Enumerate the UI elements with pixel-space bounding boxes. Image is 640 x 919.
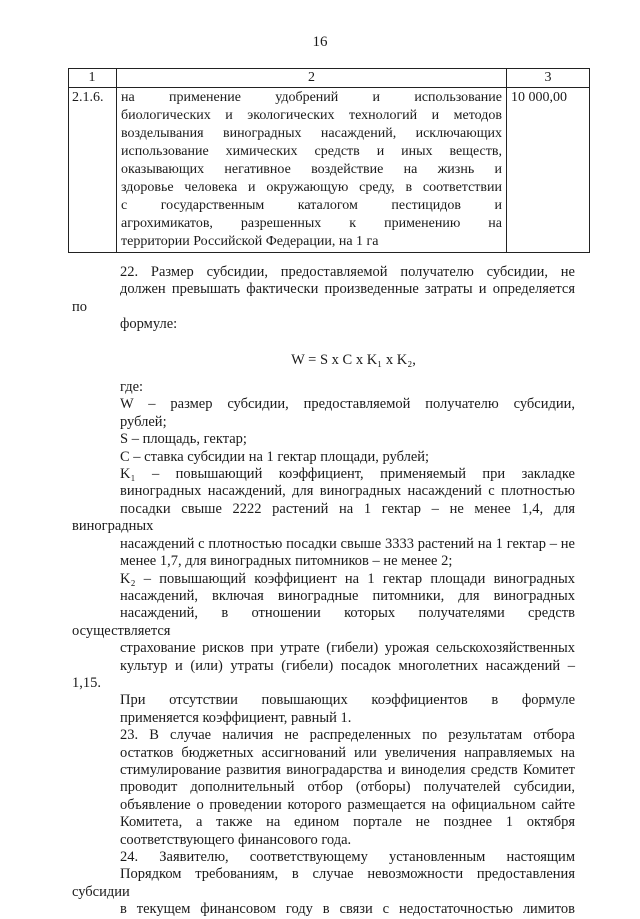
text-line: Комитета, а также на едином портале не позднее 1 октября — [120, 814, 575, 831]
text-line: объявление о проведении которого размещается на официальном сайте — [120, 796, 575, 813]
text-line: Порядком требованиям, в случае невозможности предоставления субсидии — [72, 866, 575, 900]
text-line: формуле: — [120, 316, 178, 333]
definition-k2 — [72, 571, 575, 693]
text-line: страхование рисков при утрате (гибели) урожая сельскохозяйственных — [120, 640, 575, 657]
row-description-line: на применение удобрений и использование — [121, 90, 502, 105]
definition-s: S – площадь, гектар; — [120, 431, 247, 448]
text-line: посадки свыше 2222 растений на 1 гектар – не менее 1,4, для виноградных — [72, 500, 575, 535]
paragraph-22 — [72, 264, 575, 334]
row-description-line: биологических и экологических технологий и методов — [121, 108, 502, 123]
text-line: соответствующего финансового года. — [120, 831, 352, 848]
page-number: 16 — [312, 34, 328, 50]
text-line: W – размер субсидии, предоставляемой получателю субсидии, — [120, 396, 575, 413]
text-line: культур и (или) утраты (гибели) посадок многолетних насаждений – 1,15. — [72, 657, 575, 691]
text-line: должен превышать фактически произведенные затраты и определяется по — [72, 281, 575, 315]
text-line: стимулирование развития виноградарства и виноделия средств Комитет — [120, 761, 575, 778]
text-line: насаждений с плотностью посадки свыше 3333 растений на 1 гектар – не — [120, 535, 575, 552]
row-description-line: с государственным каталогом пестицидов и — [121, 198, 502, 213]
definition-k1 — [72, 466, 575, 570]
text-line: применяется коэффициент, равный 1. — [120, 709, 352, 726]
text-line: виноградных насаждений, для виноградных насаждений с плотностью — [120, 483, 575, 500]
header-col-1: 1 — [69, 69, 117, 88]
row-description — [117, 88, 507, 253]
text-line: в текущем финансовом году в связи с недостаточностью лимитов — [120, 901, 575, 918]
text-line: 23. В случае наличия не распределенных по результатам отбора — [120, 727, 575, 744]
table-header-row — [69, 69, 590, 88]
text-line: насаждений, включая виноградные питомники, для виноградных — [120, 587, 575, 604]
header-col-3: 3 — [507, 69, 590, 88]
text-line: 24. Заявителю, соответствующему установленным настоящим — [120, 849, 575, 865]
text-line: K₁ – повышающий коэффициент, применяемый при закладке — [120, 466, 575, 483]
row-description-line: оказывающих негативное воздействие на жизнь и — [121, 162, 502, 177]
text-line: При отсутствии повышающих коэффициентов в формуле — [120, 692, 575, 709]
text-line: 22. Размер субсидии, предоставляемой получателю субсидии, не — [120, 264, 575, 280]
where-label: где: — [120, 379, 144, 396]
paragraph-23 — [72, 727, 575, 849]
row-description-line: территории Российской Федерации, на 1 га — [121, 234, 379, 249]
definition-c: C – ставка субсидии на 1 гектар площади, рублей; — [120, 448, 430, 465]
text-line: остатков бюджетных ассигнований или увеличения направляемых на — [120, 744, 575, 761]
text-line: проводит дополнительный отбор (отборы) получателей субсидии, — [120, 779, 575, 796]
row-number: 2.1.6. — [69, 88, 117, 253]
definition-w — [72, 396, 575, 431]
text-line: менее 1,7, для виноградных питомников – не менее 2; — [120, 553, 453, 570]
subsidy-rates-table — [68, 68, 590, 253]
row-description-line: возделывания виноградных насаждений, исключающих — [121, 126, 502, 141]
row-description-line: здоровье человека и окружающую среду, в соответствии — [121, 180, 502, 195]
row-description-line: агрохимикатов, разрешенных к применению на — [121, 216, 502, 231]
text-line: насаждений, в отношении которых получателями средств осуществляется — [72, 605, 575, 639]
row-description-line: использование химических средств и иных веществ, — [121, 144, 502, 159]
row-amount: 10 000,00 — [507, 88, 590, 253]
document-body — [72, 264, 575, 919]
text-line: рублей; — [120, 413, 167, 430]
header-col-2: 2 — [117, 69, 507, 88]
paragraph-24 — [72, 849, 575, 919]
coefficient-absent-note — [72, 692, 575, 727]
subsidy-formula: W = S x C x K₁ x K₂, — [291, 351, 416, 368]
table-row — [69, 88, 590, 253]
text-line: K₂ – повышающий коэффициент на 1 гектар площади виноградных — [120, 570, 575, 587]
